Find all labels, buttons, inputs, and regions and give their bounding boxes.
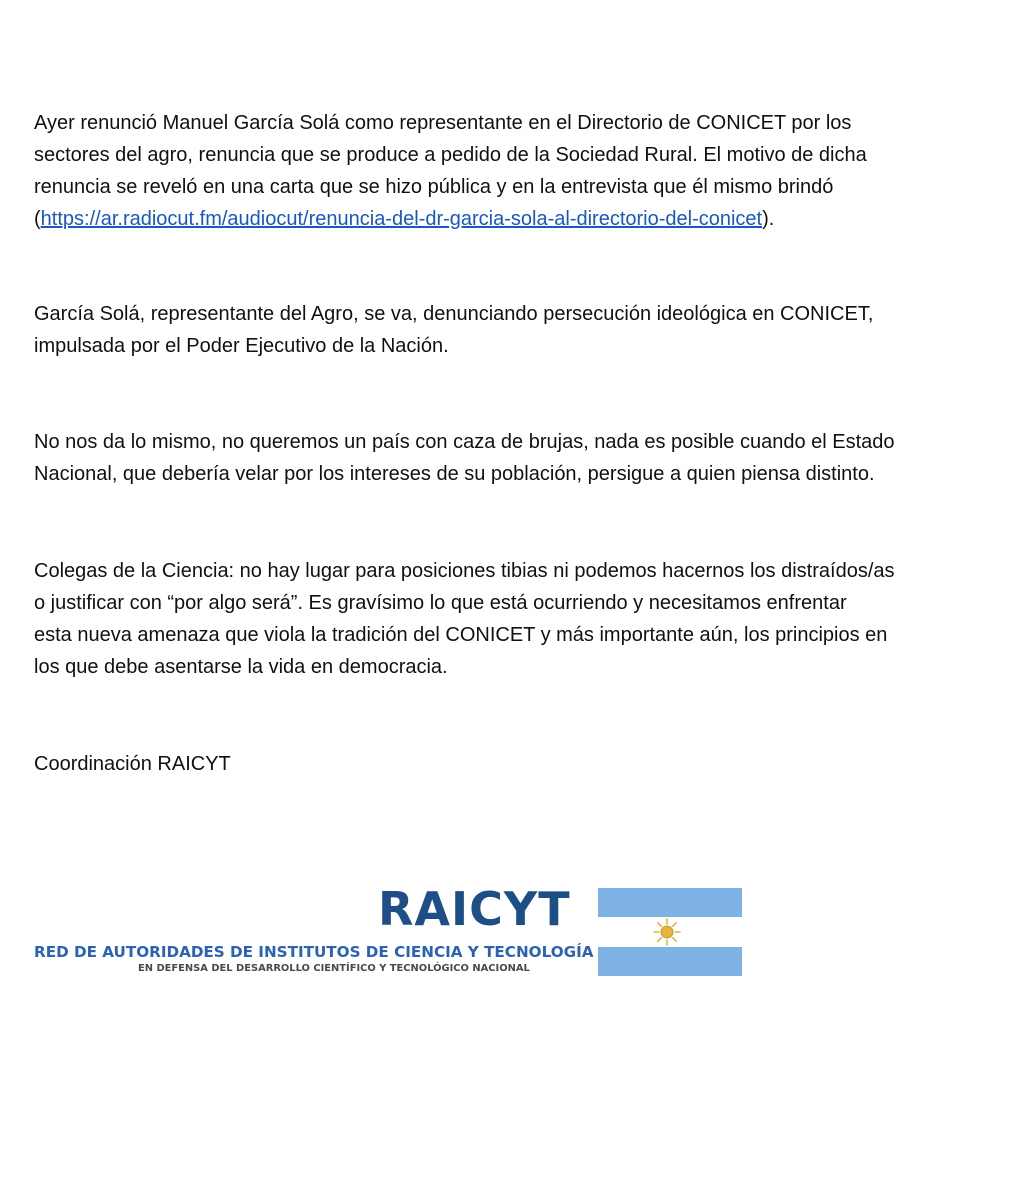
flag-top-band [598, 888, 742, 917]
text-line: renuncia se reveló en una carta que se hizo pública y en la entrevista que él mismo brindó [34, 176, 834, 198]
paragraph-persecution [34, 298, 979, 362]
text-line: esta nueva amenaza que viola la tradición del CONICET y más importante aún, los principios en [34, 624, 888, 646]
link-suffix: ). [762, 208, 775, 230]
text-line: Ayer renunció Manuel García Solá como representante en el Directorio de CONICET por los [34, 112, 852, 134]
signature-text: Coordinación RAICYT [34, 753, 231, 775]
paragraph-call-to-colleagues [34, 555, 979, 683]
link-prefix: ( [34, 208, 41, 230]
logo-wordmark: RAICYT [378, 882, 571, 936]
text-line: García Solá, representante del Agro, se va, denunciando persecución ideológica en CONICET, [34, 303, 874, 325]
logo-full-name: RED DE AUTORIDADES DE INSTITUTOS DE CIENCIA Y TECNOLOGÍA [34, 943, 594, 961]
link-line [34, 203, 979, 235]
raicyt-logo [34, 884, 714, 980]
text-line: o justificar con “por algo será”. Es gravísimo lo que está ocurriendo y necesitamos enfrentar [34, 592, 847, 614]
logo-tagline: EN DEFENSA DEL DESARROLLO CIENTÍFICO Y TECNOLÓGICO NACIONAL [138, 963, 530, 974]
paragraph-resignation [34, 107, 979, 235]
argentina-flag-icon [598, 888, 742, 976]
sun-of-may-icon [653, 918, 681, 946]
text-line: sectores del agro, renuncia que se produce a pedido de la Sociedad Rural. El motivo de dicha [34, 144, 867, 166]
text-line: Nacional, que debería velar por los intereses de su población, persigue a quien piensa distinto. [34, 463, 875, 485]
flag-bottom-band [598, 947, 742, 976]
text-line: los que debe asentarse la vida en democracia. [34, 656, 448, 678]
text-line: impulsada por el Poder Ejecutivo de la Nación. [34, 335, 449, 357]
radiocut-link[interactable]: https://ar.radiocut.fm/audiocut/renuncia-del-dr-garcia-sola-al-directorio-del-conicet [40, 208, 763, 230]
paragraph-witch-hunt [34, 426, 979, 490]
signature [34, 748, 979, 780]
text-line: Colegas de la Ciencia: no hay lugar para posiciones tibias ni podemos hacernos los distraídos/as [34, 560, 895, 582]
text-line: No nos da lo mismo, no queremos un país con caza de brujas, nada es posible cuando el Estado [34, 431, 895, 453]
